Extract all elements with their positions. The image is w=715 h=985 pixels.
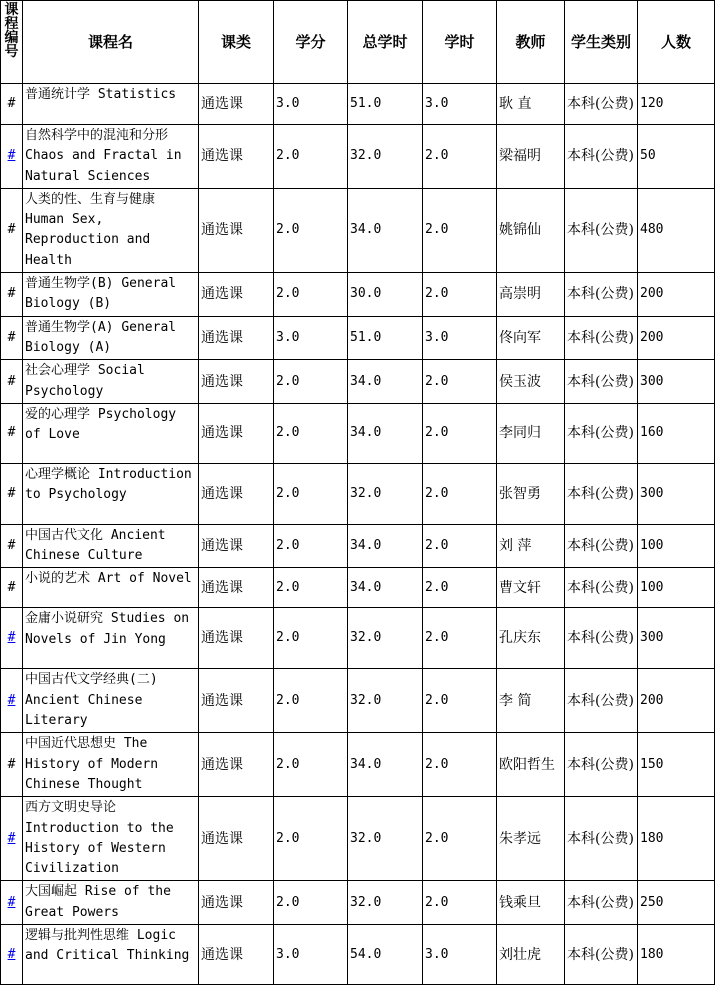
course-name-cn: 社会心理学 (25, 363, 91, 379)
course-total-hours: 32.0 (348, 797, 423, 881)
course-name-en: Rise of the Great Powers (25, 884, 171, 920)
course-student-type: 本科(公费) (565, 733, 638, 797)
table-row (1, 403, 715, 463)
header-hours: 学时 (423, 1, 497, 84)
course-category: 通选课 (199, 84, 274, 125)
table-row (1, 608, 715, 669)
table-row (1, 797, 715, 881)
course-total-hours: 32.0 (348, 669, 423, 733)
course-hours: 2.0 (423, 273, 497, 317)
course-name-cn: 普通生物学(A) (25, 319, 114, 335)
course-hours: 2.0 (423, 733, 497, 797)
course-name-cell (23, 403, 199, 463)
course-teacher: 耿 直 (497, 84, 565, 125)
course-teacher: 李同归 (497, 403, 565, 463)
course-teacher: 高崇明 (497, 273, 565, 317)
course-hours: 3.0 (423, 316, 497, 360)
table-row (1, 733, 715, 797)
course-teacher: 刘壮虎 (497, 925, 565, 985)
course-name-cell (23, 463, 199, 524)
course-category: 通选课 (199, 360, 274, 404)
course-student-type: 本科(公费) (565, 188, 638, 272)
table-row (1, 669, 715, 733)
course-name-cn: 自然科学中的混沌和分形 (25, 128, 169, 143)
course-total-hours: 34.0 (348, 524, 423, 568)
course-student-type: 本科(公费) (565, 524, 638, 568)
course-name-en: General Biology (B) (25, 276, 177, 312)
course-teacher: 孔庆东 (497, 608, 565, 669)
course-hours: 2.0 (423, 188, 497, 272)
course-total-hours: 32.0 (348, 463, 423, 524)
course-student-type: 本科(公费) (565, 608, 638, 669)
course-name-cell (23, 84, 199, 125)
course-id-link[interactable]: # (7, 946, 16, 962)
course-name-en: Introduction to Psychology (25, 466, 192, 503)
course-id-cell: # (1, 403, 23, 463)
course-total-hours: 30.0 (348, 273, 423, 317)
course-name-en: General Biology (A) (25, 319, 177, 355)
course-count: 200 (638, 669, 715, 733)
table-row (1, 925, 715, 985)
course-name-cn: 小说的艺术 (25, 571, 91, 587)
course-student-type: 本科(公费) (565, 568, 638, 608)
course-id-cell: # (1, 568, 23, 608)
course-category: 通选课 (199, 403, 274, 463)
course-category: 通选课 (199, 797, 274, 881)
course-name-en: Ancient Chinese Culture (25, 527, 166, 564)
course-category: 通选课 (199, 188, 274, 272)
course-total-hours: 32.0 (348, 881, 423, 925)
course-category: 通选课 (199, 925, 274, 985)
course-name-en: Ancient Chinese Literary (25, 692, 143, 729)
course-teacher: 刘 萍 (497, 524, 565, 568)
course-name-en: Art of Novel (97, 571, 192, 587)
course-name-cn: 人类的性、生育与健康 (25, 191, 156, 207)
course-id-cell: # (1, 84, 23, 125)
table-row (1, 881, 715, 925)
course-total-hours: 54.0 (348, 925, 423, 985)
course-teacher: 侯玉波 (497, 360, 565, 404)
header-total-hours: 总学时 (348, 1, 423, 84)
course-teacher: 朱孝远 (497, 797, 565, 881)
course-student-type: 本科(公费) (565, 360, 638, 404)
course-teacher: 钱乘旦 (497, 881, 565, 925)
course-category: 通选课 (199, 881, 274, 925)
course-teacher: 曹文轩 (497, 568, 565, 608)
course-name-cn: 中国古代文学经典(二) (25, 672, 158, 688)
course-student-type: 本科(公费) (565, 797, 638, 881)
course-name-cell (23, 524, 199, 568)
course-name-cell (23, 881, 199, 925)
course-count: 300 (638, 463, 715, 524)
course-credits: 3.0 (274, 84, 348, 125)
course-credits: 2.0 (274, 797, 348, 881)
course-teacher: 佟向军 (497, 316, 565, 360)
course-credits: 2.0 (274, 881, 348, 925)
course-total-hours: 32.0 (348, 608, 423, 669)
course-count: 100 (638, 524, 715, 568)
table-row (1, 568, 715, 608)
course-id-cell[interactable] (1, 669, 23, 733)
course-category: 通选课 (199, 463, 274, 524)
course-teacher: 姚锦仙 (497, 188, 565, 272)
course-hours: 2.0 (423, 881, 497, 925)
course-count: 120 (638, 84, 715, 125)
course-category: 通选课 (199, 568, 274, 608)
course-count: 50 (638, 125, 715, 189)
course-name-en: Social Psychology (25, 363, 145, 399)
course-category: 通选课 (199, 316, 274, 360)
header-category: 课类 (199, 1, 274, 84)
course-id-cell: # (1, 360, 23, 404)
course-count: 300 (638, 360, 715, 404)
course-credits: 2.0 (274, 608, 348, 669)
course-name-cell (23, 125, 199, 189)
course-name-cn: 普通生物学(B) (25, 276, 114, 292)
table-row (1, 273, 715, 317)
course-name-cell (23, 797, 199, 881)
course-credits: 2.0 (274, 524, 348, 568)
course-name-cell (23, 733, 199, 797)
course-name-cell (23, 608, 199, 669)
header-credits: 学分 (274, 1, 348, 84)
course-id-cell: # (1, 733, 23, 797)
course-count: 180 (638, 925, 715, 985)
course-name-en: The History of Modern Chinese Thought (25, 736, 159, 792)
course-name-en: Studies on Novels of Jin Yong (25, 611, 190, 647)
course-hours: 3.0 (423, 925, 497, 985)
course-student-type: 本科(公费) (565, 125, 638, 189)
course-count: 180 (638, 797, 715, 881)
course-total-hours: 34.0 (348, 568, 423, 608)
course-count: 300 (638, 608, 715, 669)
course-count: 200 (638, 316, 715, 360)
header-id: 课程编号 (1, 1, 23, 84)
course-hours: 2.0 (423, 669, 497, 733)
course-total-hours: 34.0 (348, 733, 423, 797)
course-credits: 2.0 (274, 463, 348, 524)
course-hours: 3.0 (423, 84, 497, 125)
course-name-cn: 金庸小说研究 (25, 611, 104, 627)
course-student-type: 本科(公费) (565, 881, 638, 925)
header-name: 课程名 (23, 1, 199, 84)
course-count: 480 (638, 188, 715, 272)
course-id-cell[interactable] (1, 125, 23, 189)
course-count: 160 (638, 403, 715, 463)
course-id-cell: # (1, 524, 23, 568)
course-name-en: Introduction to the History of Western Civilization (25, 820, 174, 877)
course-name-cn: 逻辑与批判性思维 (25, 928, 130, 944)
course-count: 100 (638, 568, 715, 608)
course-credits: 3.0 (274, 925, 348, 985)
course-credits: 2.0 (274, 188, 348, 272)
table-row (1, 316, 715, 360)
course-credits: 2.0 (274, 403, 348, 463)
course-name-cell (23, 925, 199, 985)
course-hours: 2.0 (423, 797, 497, 881)
course-category: 通选课 (199, 125, 274, 189)
course-student-type: 本科(公费) (565, 403, 638, 463)
course-id-cell[interactable] (1, 797, 23, 881)
course-name-en: Logic and Critical Thinking (25, 928, 190, 964)
course-teacher: 张智勇 (497, 463, 565, 524)
course-hours: 2.0 (423, 524, 497, 568)
course-name-cell (23, 360, 199, 404)
course-teacher: 李 简 (497, 669, 565, 733)
course-name-cn: 西方文明史导论 (25, 800, 117, 816)
course-id-link[interactable]: # (7, 894, 16, 910)
course-student-type: 本科(公费) (565, 273, 638, 317)
course-student-type: 本科(公费) (565, 669, 638, 733)
course-student-type: 本科(公费) (565, 925, 638, 985)
course-name-cell (23, 273, 199, 317)
course-id-cell[interactable] (1, 881, 23, 925)
course-name-en: Statistics (97, 87, 177, 102)
course-total-hours: 32.0 (348, 125, 423, 189)
course-credits: 2.0 (274, 669, 348, 733)
course-total-hours: 34.0 (348, 360, 423, 404)
course-category: 通选课 (199, 273, 274, 317)
table-row (1, 84, 715, 125)
table-row (1, 125, 715, 189)
course-name-cn: 中国古代文化 (25, 527, 104, 543)
course-category: 通选课 (199, 524, 274, 568)
course-student-type: 本科(公费) (565, 463, 638, 524)
course-id-cell[interactable] (1, 925, 23, 985)
course-id-cell[interactable] (1, 608, 23, 669)
course-hours: 2.0 (423, 125, 497, 189)
course-name-en: Chaos and Fractal in Natural Sciences (25, 148, 182, 184)
course-name-cell (23, 669, 199, 733)
course-name-cn: 大国崛起 (25, 884, 78, 900)
course-total-hours: 34.0 (348, 188, 423, 272)
course-credits: 2.0 (274, 360, 348, 404)
course-hours: 2.0 (423, 403, 497, 463)
course-total-hours: 51.0 (348, 84, 423, 125)
course-name-cell (23, 568, 199, 608)
table-row (1, 188, 715, 272)
header-row (1, 1, 715, 84)
course-credits: 2.0 (274, 568, 348, 608)
course-category: 通选课 (199, 669, 274, 733)
header-student-type: 学生类别 (565, 1, 638, 84)
course-teacher: 梁福明 (497, 125, 565, 189)
course-id-cell: # (1, 463, 23, 524)
header-count: 人数 (638, 1, 715, 84)
course-teacher: 欧阳哲生 (497, 733, 565, 797)
course-id-cell: # (1, 273, 23, 317)
header-teacher: 教师 (497, 1, 565, 84)
course-credits: 2.0 (274, 125, 348, 189)
course-credits: 2.0 (274, 733, 348, 797)
course-id-link[interactable]: # (7, 692, 16, 708)
course-name-cn: 心理学概论 (25, 466, 91, 482)
course-credits: 2.0 (274, 273, 348, 317)
course-name-cn: 中国近代思想史 (25, 736, 117, 752)
course-count: 250 (638, 881, 715, 925)
table-row (1, 463, 715, 524)
course-total-hours: 34.0 (348, 403, 423, 463)
course-student-type: 本科(公费) (565, 316, 638, 360)
course-category: 通选课 (199, 733, 274, 797)
course-id-link[interactable]: # (7, 630, 16, 646)
course-hours: 2.0 (423, 463, 497, 524)
course-hours: 2.0 (423, 568, 497, 608)
course-count: 200 (638, 273, 715, 317)
course-hours: 2.0 (423, 608, 497, 669)
course-name-cn: 普通统计学 (25, 87, 91, 102)
course-name-en: Psychology of Love (25, 406, 177, 443)
course-hours: 2.0 (423, 360, 497, 404)
course-count: 150 (638, 733, 715, 797)
course-category: 通选课 (199, 608, 274, 669)
course-id-link[interactable]: # (7, 830, 16, 846)
course-total-hours: 51.0 (348, 316, 423, 360)
course-name-cell (23, 316, 199, 360)
course-name-cell (23, 188, 199, 272)
course-id-cell: # (1, 188, 23, 272)
course-name-en: Human Sex, Reproduction and Health (25, 212, 151, 268)
table-row (1, 524, 715, 568)
course-student-type: 本科(公费) (565, 84, 638, 125)
course-credits: 3.0 (274, 316, 348, 360)
course-id-link[interactable]: # (7, 148, 16, 164)
course-name-cn: 爱的心理学 (25, 406, 91, 422)
table-row (1, 360, 715, 404)
course-id-cell: # (1, 316, 23, 360)
